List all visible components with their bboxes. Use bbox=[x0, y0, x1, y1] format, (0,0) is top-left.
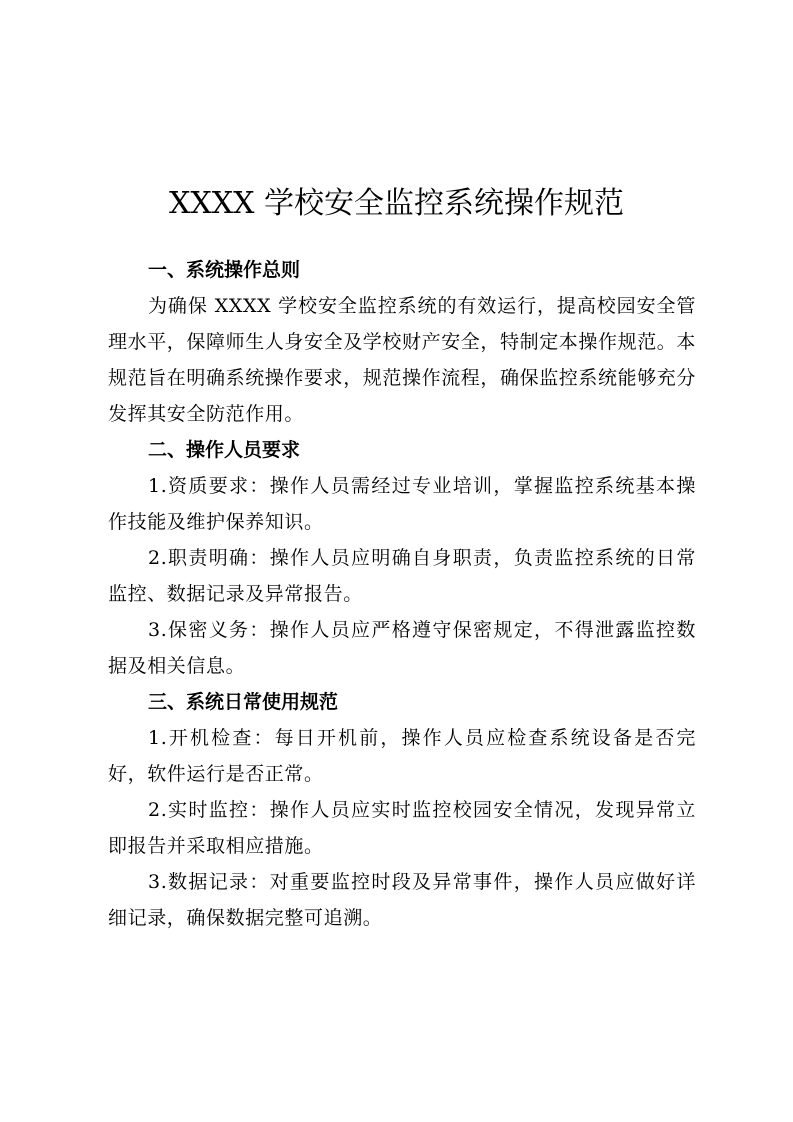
section-heading: 三、系统日常使用规范 bbox=[148, 691, 339, 713]
paragraph: 1.资质要求：操作人员需经过专业培训，掌握监控系统基本操作技能及维护保养知识。 bbox=[108, 475, 696, 533]
document-body bbox=[108, 252, 696, 936]
section-heading: 一、系统操作总则 bbox=[148, 259, 301, 281]
section-heading: 二、操作人员要求 bbox=[148, 439, 301, 461]
section-general-principles bbox=[108, 252, 696, 432]
paragraph: 2.实时监控：操作人员应实时监控校园安全情况，发现异常立即报告并采取相应措施。 bbox=[108, 799, 696, 857]
section-operator-requirements bbox=[108, 432, 696, 684]
paragraph: 1.开机检查：每日开机前，操作人员应检查系统设备是否完好，软件运行是否正常。 bbox=[108, 727, 696, 785]
document-title: XXXX 学校安全监控系统操作规范 bbox=[169, 186, 624, 221]
paragraph: 2.职责明确：操作人员应明确自身职责，负责监控系统的日常监控、数据记录及异常报告。 bbox=[108, 547, 696, 605]
section-daily-usage bbox=[108, 684, 696, 936]
paragraph: 3.保密义务：操作人员应严格遵守保密规定，不得泄露监控数据及相关信息。 bbox=[108, 619, 696, 677]
paragraph: 为确保 XXXX 学校安全监控系统的有效运行，提高校园安全管理水平，保障师生人身安全及学校财产安全，特制定本操作规范。本规范旨在明确系统操作要求，规范操作流程，确保监控系统能够充分发挥其安全防范作用。 bbox=[108, 295, 697, 425]
paragraph: 3.数据记录：对重要监控时段及异常事件，操作人员应做好详细记录，确保数据完整可追溯。 bbox=[108, 871, 696, 929]
